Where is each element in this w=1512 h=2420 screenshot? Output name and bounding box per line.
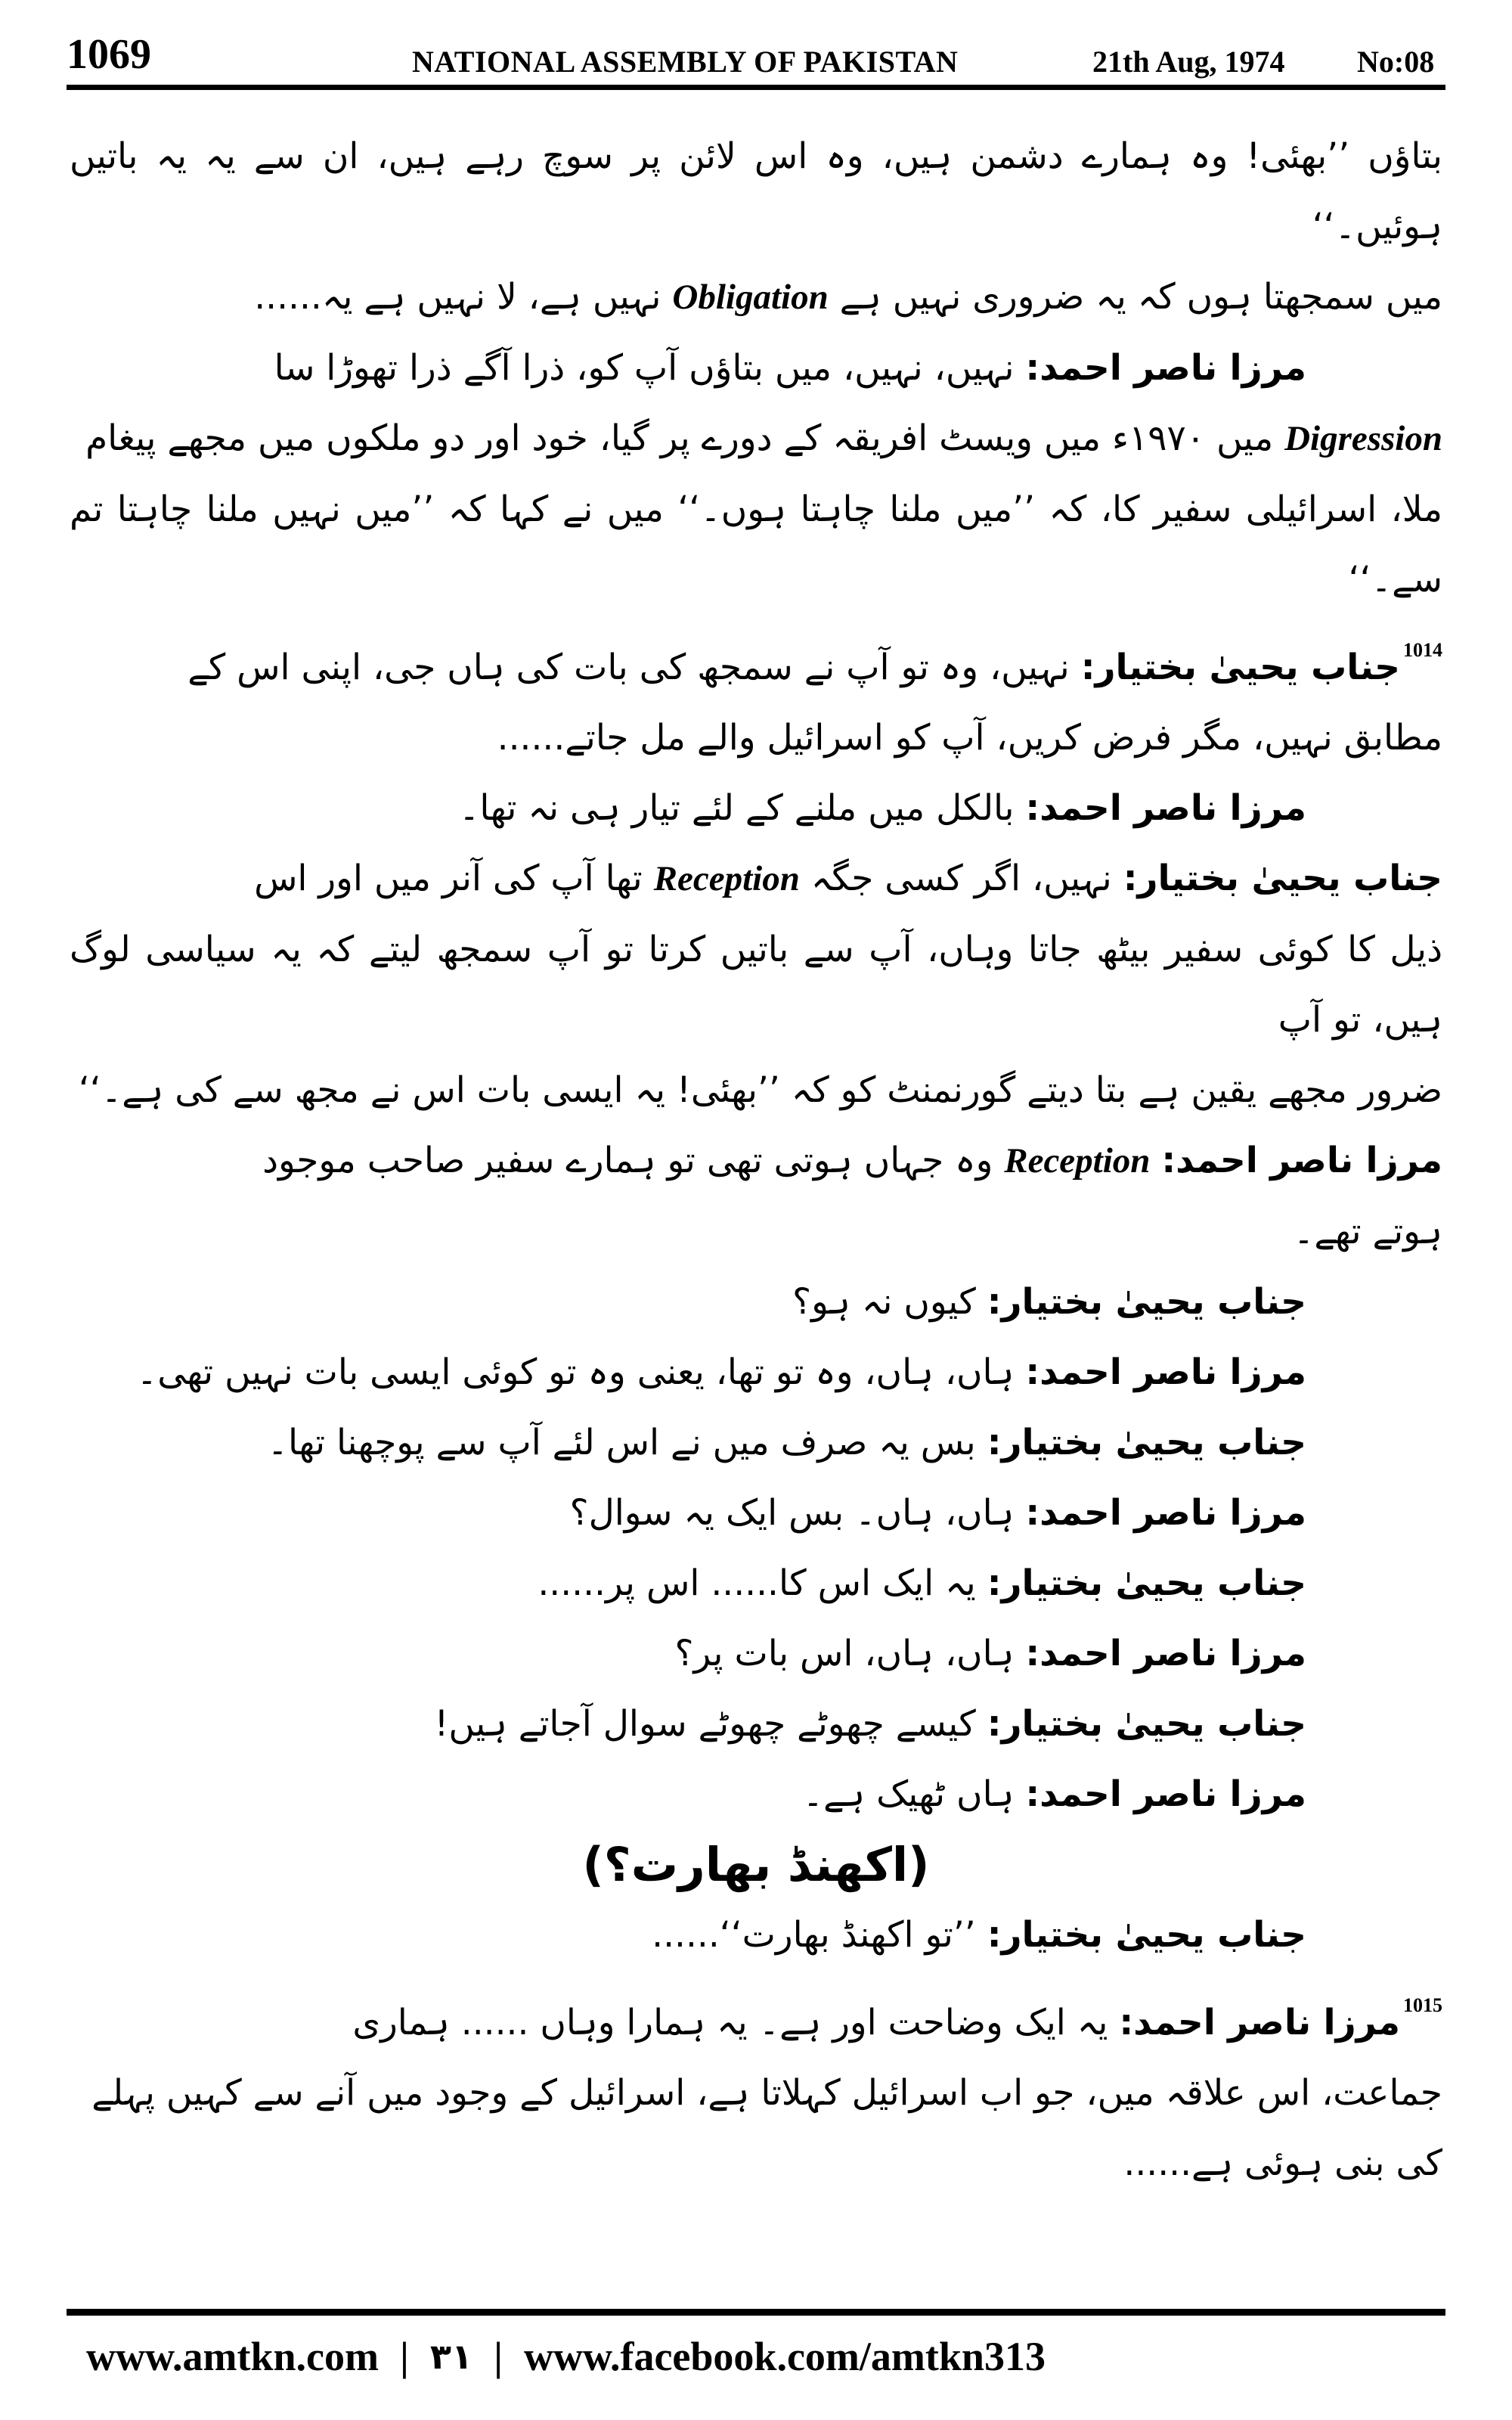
section-heading: (اکھنڈ بھارت؟) [582,1837,930,1892]
speaker-name: مرزا ناصر احمد: [1025,1633,1306,1674]
footer-separator: | [400,2334,409,2379]
header-title: NATIONAL ASSEMBLY OF PAKISTAN [412,45,959,79]
speaker-name: مرزا ناصر احمد: [1025,1351,1306,1393]
footer-website-link[interactable]: www.amtkn.com [86,2334,379,2379]
paragraph: مرزا ناصر احمد: Reception وہ جہاں ہوتی تھی تو ہمارے سفیر صاحب موجود [262,1140,1442,1181]
speaker-name: جناب یحییٰ بختیار: [987,1914,1306,1956]
english-term: Reception [653,859,800,898]
page-number: 1069 [67,31,151,78]
header-rule [67,85,1445,90]
speaker-name: مرزا ناصر احمد: [1119,2002,1400,2043]
paragraph: جناب یحییٰ بختیار: بس یہ صرف میں نے اس لئے آپ سے پوچھنا تھا۔ [267,1422,1306,1463]
paragraph: میں سمجھتا ہوں کہ یہ ضروری نہیں ہے Obligation نہیں ہے، لا نہیں ہے یہ...... [254,276,1442,318]
page-marker: 1014 [1403,639,1442,661]
paragraph: ملا، اسرائیلی سفیر کا، کہ ’’میں ملنا چاہتا ہوں۔‘‘ میں نے کہا کہ ’’میں نہیں ملنا چاہتا تم سے۔‘‘ [70,489,1442,600]
paragraph: مرزا ناصر احمد: ہاں، ہاں۔ بس ایک یہ سوال؟ [569,1492,1306,1534]
header-date: 21th Aug, 1974 [1092,45,1285,79]
paragraph: جناب یحییٰ بختیار: کیوں نہ ہو؟ [792,1281,1306,1323]
speaker-name: جناب یحییٰ بختیار: [1080,647,1400,688]
paragraph: ذیل کا کوئی سفیر بیٹھ جاتا وہاں، آپ سے باتیں کرتا تو آپ سمجھ لیتے کہ یہ سیاسی لوگ ہیں، تو آپ [70,929,1442,1041]
paragraph: جماعت، اس علاقہ میں، جو اب اسرائیل کہلاتا ہے، اسرائیل کے وجود میں آنے سے کہیں پہلے [91,2072,1442,2114]
paragraph: جناب یحییٰ بختیار: یہ ایک اس کا...... اس پر...... [538,1562,1306,1604]
paragraph: جناب یحییٰ بختیار: کیسے چھوٹے چھوٹے سوال آجاتے ہیں! [434,1703,1306,1745]
speaker-name: جناب یحییٰ بختیار: [1123,858,1442,899]
paragraph: ہوتے تھے۔ [1293,1211,1442,1252]
speaker-name: جناب یحییٰ بختیار: [987,1281,1306,1323]
transcript-body [70,121,1442,2276]
paragraph: مرزا ناصر احمد: بالکل میں ملنے کے لئے تیار ہی نہ تھا۔ [458,787,1306,829]
speaker-name: مرزا ناصر احمد: [1025,1773,1306,1815]
paragraph: مطابق نہیں، مگر فرض کریں، آپ کو اسرائیل والے مل جاتے...... [497,717,1442,759]
footer [67,2333,1445,2380]
paragraph: مرزا ناصر احمد: ہاں، ہاں، وہ تو تھا، یعنی وہ تو کوئی ایسی بات نہیں تھی۔ [136,1351,1306,1393]
paragraph: Digression میں ۱۹۷۰ء میں ویسٹ افریقہ کے دورے پر گیا، خود اور دو ملکوں میں مجھے پیغام [85,417,1442,459]
english-term: Digression [1284,419,1442,458]
paragraph: بتاؤں ’’بھئی! وہ ہمارے دشمن ہیں، وہ اس لائن پر سوچ رہے ہیں، ان سے یہ یہ باتیں ہوئیں۔‘‘ [70,135,1442,247]
english-term: Reception [1004,1141,1151,1181]
page-marker: 1015 [1403,1994,1442,2016]
speaker-name: جناب یحییٰ بختیار: [987,1422,1306,1463]
paragraph: ضرور مجھے یقین ہے بتا دیتے گورنمنٹ کو کہ ’’بھئی! یہ ایسی بات اس نے مجھ سے کی ہے۔‘‘ [78,1069,1442,1111]
speaker-name: مرزا ناصر احمد: [1025,347,1306,389]
paragraph: $^{1014}$جناب یحییٰ بختیار: نہیں، وہ تو آپ نے سمجھ کی بات کی ہاں جی، اپنی اس کے [187,639,1442,688]
speaker-name: مرزا ناصر احمد: [1025,1492,1306,1534]
english-term: Obligation [672,278,829,317]
speaker-name: مرزا ناصر احمد: [1025,787,1306,829]
footer-facebook-link[interactable]: www.facebook.com/amtkn313 [523,2334,1046,2379]
speaker-name: جناب یحییٰ بختیار: [987,1562,1306,1604]
paragraph: $^{1015}$مرزا ناصر احمد: یہ ایک وضاحت اور ہے۔ یہ ہمارا وہاں ...... ہماری [352,1994,1442,2043]
footer-rule [67,2309,1445,2316]
footer-separator: | [494,2334,503,2379]
header-issue-number: No:08 [1357,45,1435,79]
speaker-name: مرزا ناصر احمد: [1161,1140,1442,1181]
paragraph: جناب یحییٰ بختیار: ’’تو اکھنڈ بھارت‘‘...... [652,1914,1306,1956]
speaker-name: جناب یحییٰ بختیار: [987,1703,1306,1745]
paragraph: مرزا ناصر احمد: ہاں، ہاں، اس بات پر؟ [674,1633,1306,1674]
paragraph: جناب یحییٰ بختیار: نہیں، اگر کسی جگہ Reception تھا آپ کی آنر میں اور اس [254,858,1442,899]
footer-page-number: ۳۱ [429,2336,473,2377]
paragraph: کی بنی ہوئی ہے...... [1123,2142,1442,2184]
paragraph: مرزا ناصر احمد: نہیں، نہیں، میں بتاؤں آپ کو، ذرا آگے ذرا تھوڑا سا [274,347,1306,389]
paragraph: مرزا ناصر احمد: ہاں ٹھیک ہے۔ [802,1773,1306,1815]
